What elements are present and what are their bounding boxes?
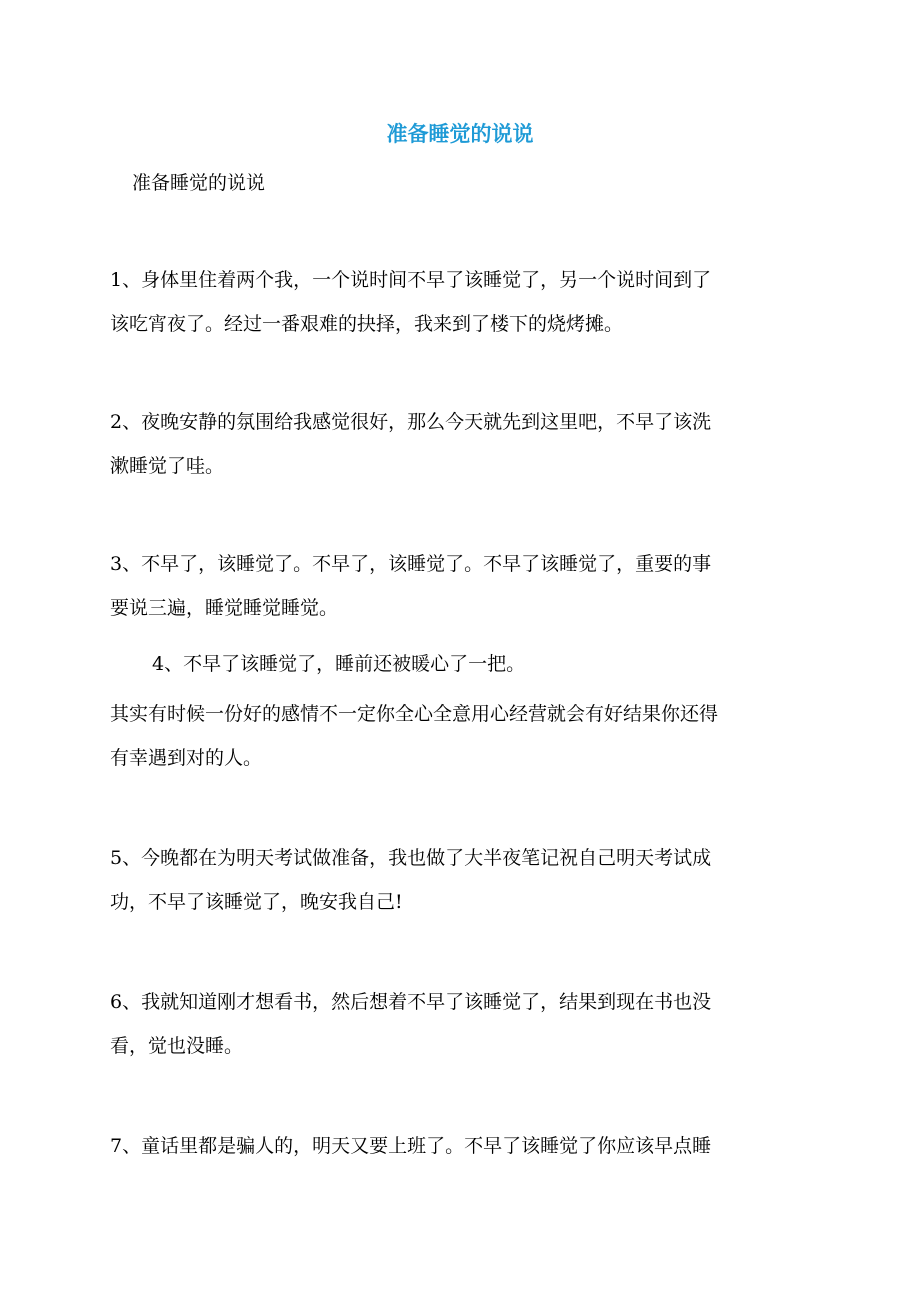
paragraph-4 <box>110 692 810 780</box>
paragraph-line: 5、今晚都在为明天考试做准备，我也做了大半夜笔记祝自己明天考试成 <box>110 847 712 869</box>
paragraph-5 <box>110 836 810 924</box>
paragraph-line: 要说三遍，睡觉睡觉睡觉。 <box>110 597 339 619</box>
paragraph-2 <box>110 400 810 488</box>
document-title: 准备睡觉的说说 <box>386 122 534 146</box>
paragraph-6 <box>110 980 810 1068</box>
paragraph-line: 其实有时候一份好的感情不一定你全心全意用心经营就会有好结果你还得 <box>110 703 719 725</box>
paragraph-line: 1、身体里住着两个我，一个说时间不早了该睡觉了，另一个说时间到了 <box>110 269 712 291</box>
paragraph-4-first-line: 4、不早了该睡觉了，睡前还被暖心了一把。 <box>152 653 526 675</box>
paragraph-line: 3、不早了，该睡觉了。不早了，该睡觉了。不早了该睡觉了，重要的事 <box>110 553 712 575</box>
paragraph-1 <box>110 258 810 346</box>
paragraph-line: 2、夜晚安静的氛围给我感觉很好，那么今天就先到这里吧，不早了该洗 <box>110 411 712 433</box>
document-subtitle: 准备睡觉的说说 <box>132 172 266 194</box>
paragraph-7 <box>110 1124 810 1168</box>
paragraph-line: 功，不早了该睡觉了，晚安我自己! <box>110 891 403 913</box>
paragraph-line: 看，觉也没睡。 <box>110 1035 244 1057</box>
paragraph-line: 6、我就知道刚才想看书，然后想着不早了该睡觉了，结果到现在书也没 <box>110 991 712 1013</box>
paragraph-line: 该吃宵夜了。经过一番艰难的抉择，我来到了楼下的烧烤摊。 <box>110 313 624 335</box>
paragraph-line: 有幸遇到对的人。 <box>110 747 263 769</box>
paragraph-3 <box>110 542 810 630</box>
paragraph-line: 漱睡觉了哇。 <box>110 455 225 477</box>
paragraph-line: 7、童话里都是骗人的，明天又要上班了。不早了该睡觉了你应该早点睡 <box>110 1135 712 1157</box>
